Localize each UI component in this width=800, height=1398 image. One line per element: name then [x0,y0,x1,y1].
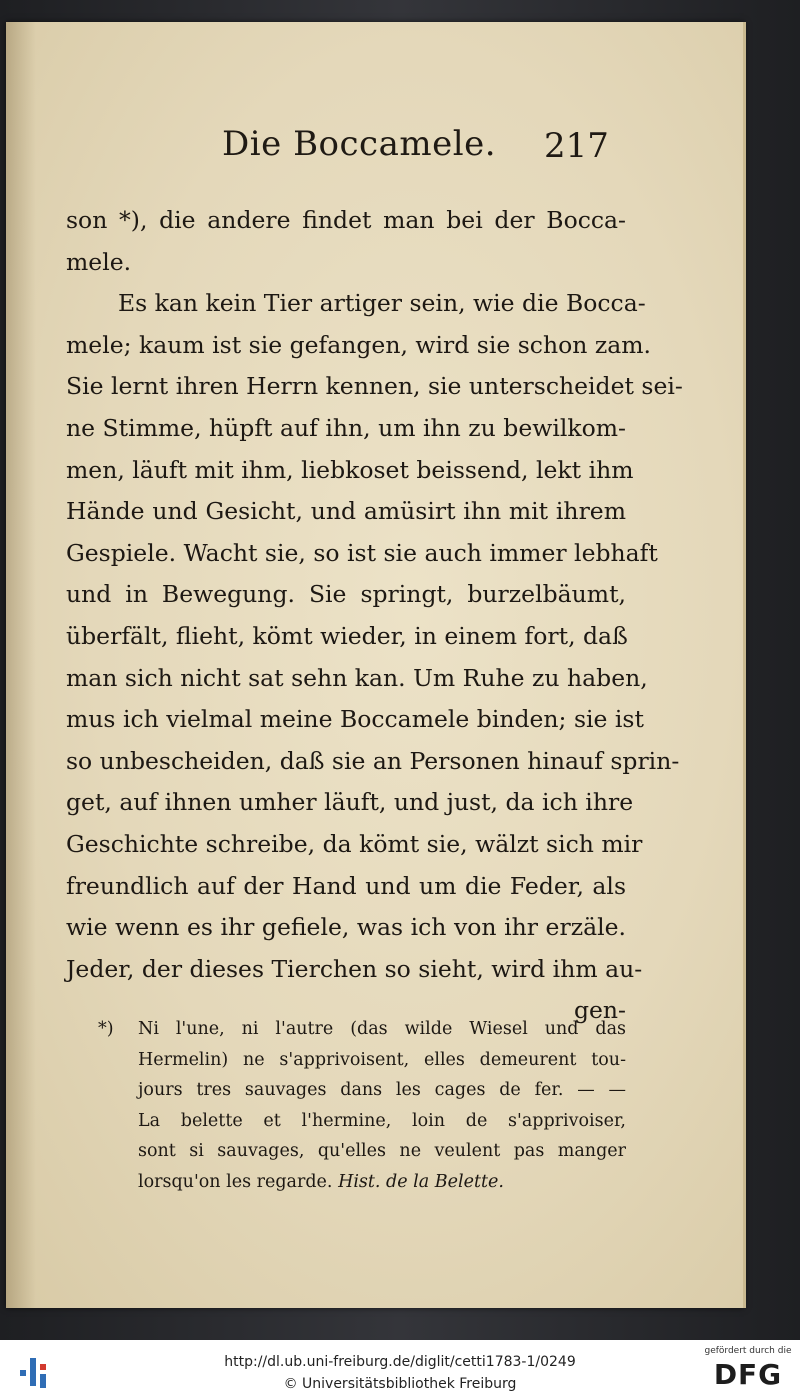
footer-bar [0,1340,800,1398]
text-line: Jeder, der dieses Tierchen so sieht, wird ihm au- [66,954,643,983]
text-line: freundlich auf der Hand und um die Feder, als [66,871,626,900]
text-line: ne Stimme, hüpft auf ihn, um ihn zu bewilkom- [66,413,626,442]
text-line: mele; kaum ist sie gefangen, wird sie schon zam. [66,330,651,359]
footnote-line: jours tres sauvages dans les cages de fer. — — [138,1080,626,1100]
copyright-notice: © Universitätsbibliothek Freiburg [283,1376,517,1392]
footnote-line: Hermelin) ne s'apprivoisent, elles demeurent tou- [138,1049,626,1070]
text-line: überfält, flieht, kömt wieder, in einem fort, daß [66,621,628,650]
body-text [66,200,683,1032]
text-line: Gespiele. Wacht sie, so ist sie auch immer lebhaft [66,538,658,567]
footnote [98,1014,626,1197]
dfg-funding-notice [700,1346,796,1394]
catchword: gen- [573,996,626,1025]
text-line: Sie lernt ihren Herrn kennen, sie unterscheidet sei- [66,372,683,401]
text-line: Geschichte schreibe, da kömt sie, wälzt sich mir [66,829,643,858]
footnote-line: Ni l'une, ni l'autre (das wilde Wiesel und das [138,1019,626,1039]
dfg-logo-icon: DFG [713,1358,783,1391]
text-line: und in Bewegung. Sie springt, burzelbäumt, [66,580,626,609]
page-number: 217 [544,126,609,166]
text-line: man sich nicht sat sehn kan. Um Ruhe zu haben, [66,663,648,692]
book-page [6,22,744,1308]
running-title: Die Boccamele. [222,124,497,164]
footnote-line: sont si sauvages, qu'elles ne veulent pas manger [138,1141,626,1161]
text-line: Es kan kein Tier artiger sein, wie die Bocca- [118,289,646,318]
footnote-marker: *) [98,1019,114,1039]
text-line: mus ich vielmal meine Boccamele binden; sie ist [66,705,644,734]
page-edge [743,22,746,1308]
funder-caption: gefördert durch die [704,1346,792,1356]
text-line: son *), die andere findet man bei der Bocca- [66,206,626,234]
text-line: men, läuft mit ihm, liebkoset beissend, lekt ihm [66,455,634,484]
footnote-line: La belette et l'hermine, loin de s'apprivoiser, [138,1110,626,1131]
text-line: mele. [66,247,132,276]
text-line: so unbescheiden, daß sie an Personen hinauf sprin- [66,746,680,775]
permalink-url[interactable]: http://dl.ub.uni-freiburg.de/diglit/cetti1783-1/0249 [224,1354,576,1370]
text-line: get, auf ihnen umher läuft, und just, da ich ihre [66,788,634,817]
text-line: Hände und Gesicht, und amüsirt ihn mit ihrem [66,497,626,526]
footnote-citation: Hist. de la Belette. [338,1171,504,1192]
page-header [6,124,744,184]
text-line: wie wenn es ihr gefiele, was ich von ihr erzäle. [66,913,626,942]
footnote-line: lorsqu'on les regarde. [138,1171,333,1192]
